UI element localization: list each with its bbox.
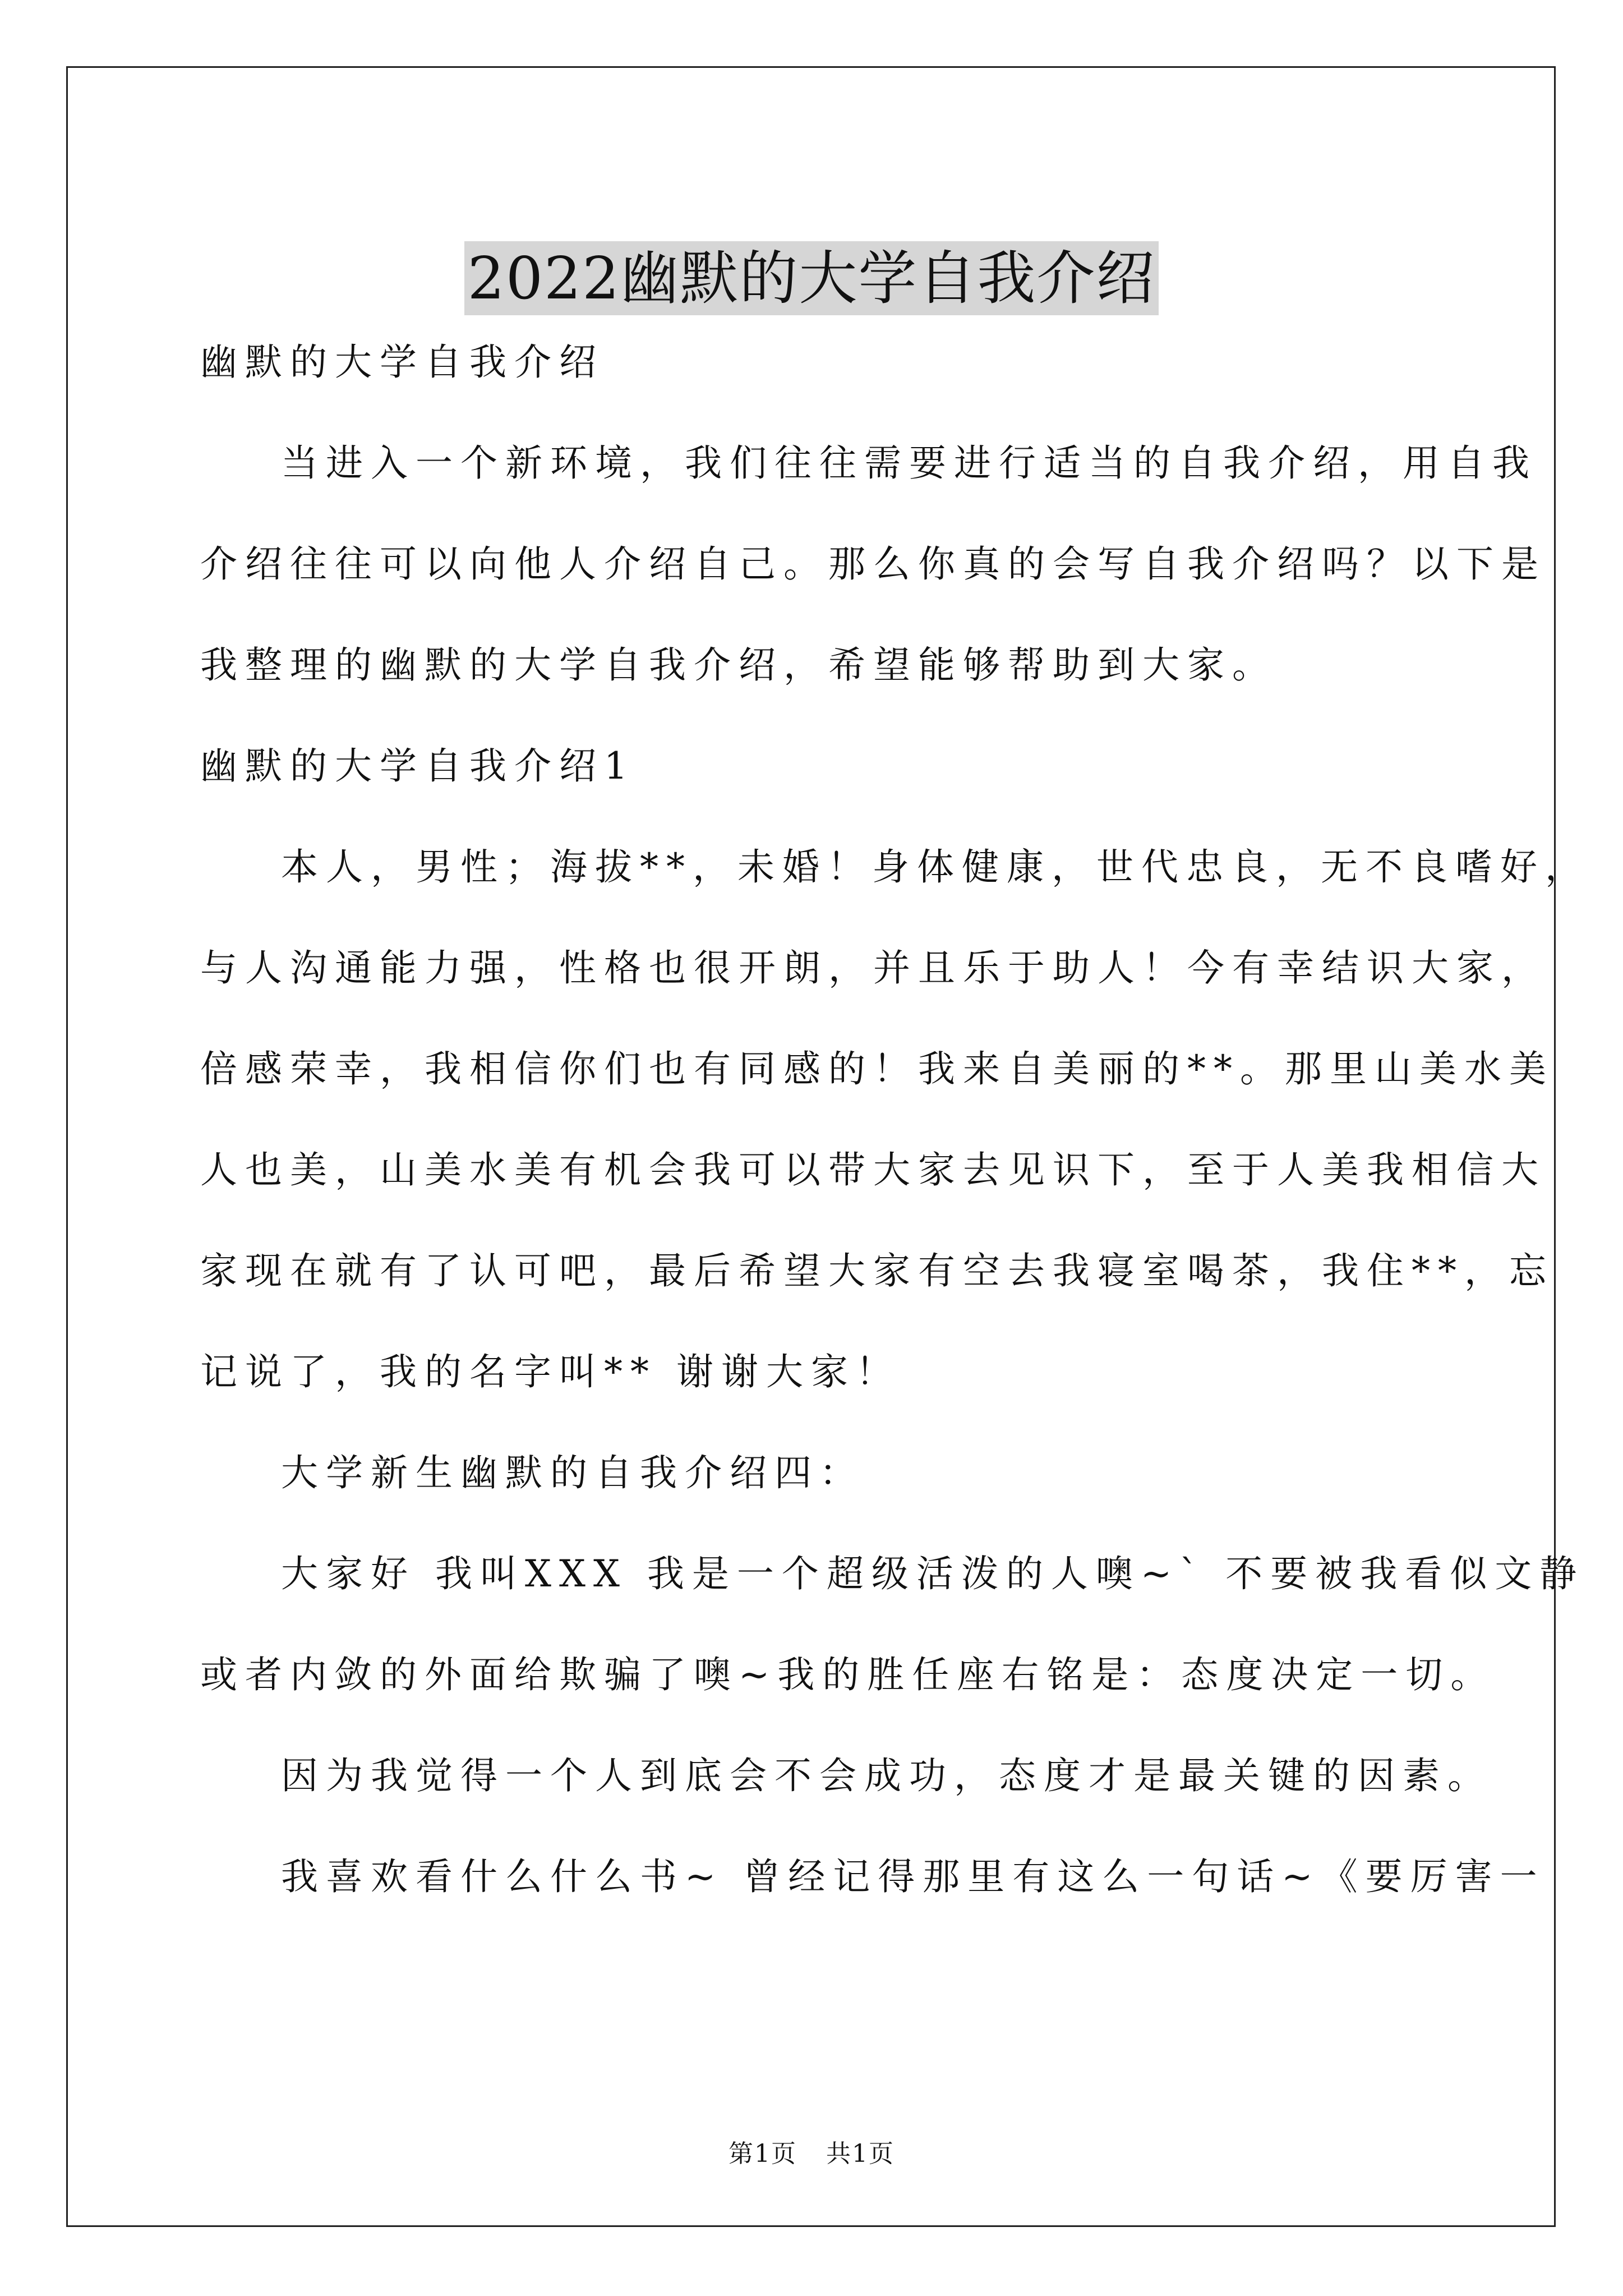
paragraph-line: 与人沟通能力强，性格也很开朗，并且乐于助人！今有幸结识大家， <box>200 946 1546 990</box>
paragraph-line: 或者内敛的外面给欺骗了噢~我的胜任座右铭是：态度决定一切。 <box>200 1653 1496 1696</box>
document-title: 2022幽默的大学自我介绍 <box>464 241 1159 315</box>
paragraph-line: 我整理的幽默的大学自我介绍，希望能够帮助到大家。 <box>200 643 1277 687</box>
paragraph-line: 当进入一个新环境，我们往往需要进行适当的自我介绍，用自我 <box>281 441 1537 485</box>
paragraph-line: 介绍往往可以向他人介绍自己。那么你真的会写自我介绍吗？以下是 <box>200 542 1546 586</box>
paragraph-line: 我喜欢看什么什么书~ 曾经记得那里有这么一句话~《要厉害一 <box>281 1855 1545 1898</box>
section-heading: 幽默的大学自我介绍1 <box>200 744 635 788</box>
paragraph-line: 本人，男性；海拔**，未婚！身体健康，世代忠良，无不良嗜好， <box>281 845 1590 889</box>
paragraph-line: 家现在就有了认可吧，最后希望大家有空去我寝室喝茶，我住**，忘 <box>200 1249 1554 1292</box>
paragraph-line: 因为我觉得一个人到底会不会成功，态度才是最关键的因素。 <box>281 1754 1492 1797</box>
title-container <box>0 202 1623 354</box>
paragraph-line: 大家好 我叫XXX 我是一个超级活泼的人噢~` 不要被我看似文静 <box>281 1552 1585 1595</box>
paragraph-line: 大学新生幽默的自我介绍四： <box>281 1451 864 1494</box>
page-number-current: 第1页 <box>728 2139 797 2168</box>
section-heading: 幽默的大学自我介绍 <box>200 341 604 384</box>
paragraph-line: 人也美，山美水美有机会我可以带大家去见识下，至于人美我相信大 <box>200 1148 1546 1191</box>
paragraph-line: 记说了，我的名字叫** 谢谢大家！ <box>200 1350 901 1393</box>
page-number-total: 共1页 <box>826 2139 895 2168</box>
page-footer <box>0 2140 1623 2168</box>
paragraph-line: 倍感荣幸，我相信你们也有同感的！我来自美丽的**。那里山美水美 <box>200 1047 1554 1091</box>
document-body <box>200 341 1590 1958</box>
